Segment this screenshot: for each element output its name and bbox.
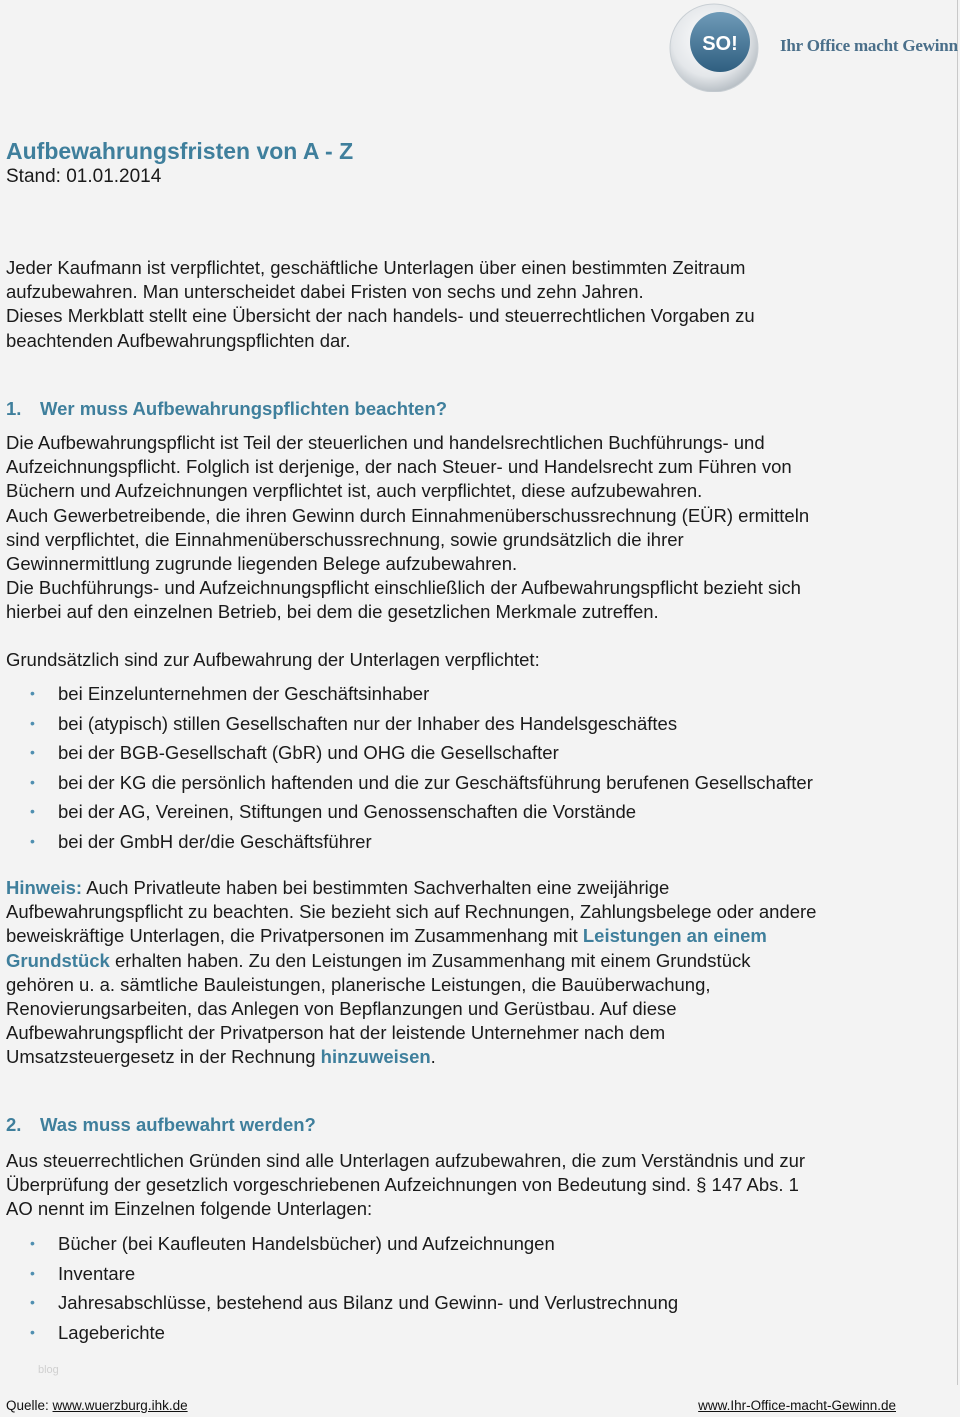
hint-line	[6, 1045, 951, 1069]
footer-site-link[interactable]: www.Ihr-Office-macht-Gewinn.de	[698, 1398, 896, 1413]
bullet-icon: •	[30, 744, 35, 761]
hint-text: Auch Privatleute haben bei bestimmten Sachverhalten eine zweijährige	[82, 877, 670, 898]
section-1-heading	[6, 398, 447, 420]
list-item	[30, 1259, 678, 1289]
hint-line: Aufbewahrungspflicht der Privatperson hat der leistende Unternehmer nach dem	[6, 1022, 666, 1044]
list-item	[30, 1229, 678, 1259]
list-item-text: bei (atypisch) stillen Gesellschaften nur der Inhaber des Handelsgeschäftes	[58, 712, 678, 734]
bullet-icon: •	[30, 1264, 35, 1281]
hint-line	[6, 949, 951, 973]
hint-label: Hinweis:	[6, 877, 83, 898]
section-2-heading	[6, 1114, 316, 1136]
section-1-line: sind verpflichtet, die Einnahmenüberschussrechnung, sowie grundsätzlich die ihrer	[6, 528, 684, 550]
section-2-line: AO nennt im Einzelnen folgende Unterlagen:	[6, 1198, 373, 1220]
list-item	[30, 709, 813, 739]
list-item-text: bei der KG die persönlich haftenden und die zur Geschäftsführung berufenen Gesellschafter	[58, 771, 813, 793]
section-1-number: 1.	[6, 398, 22, 419]
section-1-paragraph	[6, 431, 951, 625]
section-2-line: Überprüfung der gesetzlich vorgeschriebenen Aufzeichnungen von Bedeutung sind. § 147 Abs. 1	[6, 1174, 799, 1196]
document-date: Stand: 01.01.2014	[6, 166, 162, 187]
so-badge-icon	[662, 0, 762, 92]
section-1-line: Aufzeichnungspflicht. Folglich ist derjenige, der nach Steuer- und Handelsrecht zum Führen von	[6, 456, 792, 478]
bullet-icon: •	[30, 832, 35, 849]
link-grundstueck[interactable]: Grundstück	[6, 949, 110, 971]
list-item	[30, 1288, 678, 1318]
bullet-icon: •	[30, 1323, 35, 1340]
section-1-line: hierbei auf den einzelnen Betrieb, bei dem die gesetzlichen Merkmale zutreffen.	[6, 601, 659, 623]
hint-line: Renovierungsarbeiten, das Anlegen von Bepflanzungen und Gerüstbau. Auf diese	[6, 998, 677, 1020]
list-item-text: bei Einzelunternehmen der Geschäftsinhaber	[58, 683, 430, 704]
list-item	[30, 797, 813, 827]
list-item	[30, 738, 813, 768]
list-item	[30, 768, 813, 798]
hint-line: Aufbewahrungspflicht zu beachten. Sie bezieht sich auf Rechnungen, Zahlungsbelege oder andere	[6, 901, 817, 923]
list-item-text: bei der AG, Vereinen, Stiftungen und Genossenschaften die Vorstände	[58, 801, 637, 823]
section-2-number: 2.	[6, 1114, 22, 1135]
bullet-icon: •	[30, 685, 35, 701]
list-item	[30, 1318, 678, 1348]
list-item-text: bei der GmbH der/die Geschäftsführer	[58, 830, 372, 852]
hint-paragraph	[6, 876, 951, 1070]
bullet-icon: •	[30, 714, 35, 731]
footer-site	[698, 1398, 896, 1413]
page-title: Aufbewahrungsfristen von A - Z	[6, 138, 354, 164]
intro-line: Dieses Merkblatt stellt eine Übersicht der nach handels- und steuerrechtlichen Vorgaben zu	[6, 305, 755, 327]
list-item	[30, 679, 813, 709]
hint-text: Umsatzsteuergesetz in der Rechnung	[6, 1046, 321, 1068]
bullet-icon: •	[30, 1235, 35, 1251]
hint-line: gehören u. a. sämtliche Bauleistungen, planerische Leistungen, die Bauüberwachung,	[6, 973, 711, 995]
link-leistungen[interactable]: Leistungen an einem	[582, 925, 767, 947]
section-1-bullet-list	[30, 679, 813, 857]
list-item-text: Jahresabschlüsse, bestehend aus Bilanz und Gewinn- und Verlustrechnung	[58, 1292, 679, 1314]
hint-text: beweiskräftige Unterlagen, die Privatpersonen im Zusammenhang mit	[6, 925, 583, 947]
section-1-line: Auch Gewerbetreibende, die ihren Gewinn durch Einnahmenüberschussrechnung (EÜR) ermitteln	[6, 504, 810, 526]
bullet-icon: •	[30, 803, 35, 820]
section-2-title: Was muss aufbewahrt werden?	[40, 1114, 316, 1135]
logo-badge-text: SO!	[702, 33, 738, 55]
hint-text: erhalten haben. Zu den Leistungen im Zusammenhang mit einem Grundstück	[109, 949, 751, 971]
section-1-list-intro: Grundsätzlich sind zur Aufbewahrung der Unterlagen verpflichtet:	[6, 649, 540, 670]
link-hinzuweisen[interactable]: hinzuweisen	[320, 1046, 431, 1068]
hint-line	[6, 924, 951, 948]
list-item-text: Inventare	[58, 1262, 136, 1284]
hint-line	[6, 876, 951, 900]
list-item-text: Bücher (bei Kaufleuten Handelsbücher) und Aufzeichnungen	[58, 1233, 555, 1254]
section-2-bullet-list	[30, 1229, 678, 1347]
footer-source	[6, 1398, 188, 1413]
section-2-line: Aus steuerrechtlichen Gründen sind alle Unterlagen aufzubewahren, die zum Verständnis und zur	[6, 1150, 806, 1171]
footer-source-link[interactable]: www.wuerzburg.ihk.de	[52, 1398, 188, 1413]
intro-line: Jeder Kaufmann ist verpflichtet, geschäftliche Unterlagen über einen bestimmten Zeitraum	[6, 257, 746, 278]
list-item	[30, 827, 813, 857]
intro-line: beachtenden Aufbewahrungspflichten dar.	[6, 329, 351, 351]
section-1-line: Gewinnermittlung zugrunde liegenden Belege aufzubewahren.	[6, 553, 518, 575]
section-1-line: Büchern und Aufzeichnungen verpflichtet ist, auch verpflichtet, diese aufzubewahren.	[6, 480, 703, 502]
footer-source-label: Quelle:	[6, 1398, 53, 1413]
list-item-text: Lageberichte	[58, 1321, 165, 1343]
intro-line: aufzubewahren. Man unterscheidet dabei Fristen von sechs und zehn Jahren.	[6, 281, 644, 303]
bullet-icon: •	[30, 773, 35, 790]
intro-paragraph	[6, 256, 951, 353]
section-1-line: Die Buchführungs- und Aufzeichnungspflicht einschließlich der Aufbewahrungspflicht bezieht sich	[6, 577, 801, 599]
hint-text: .	[430, 1046, 436, 1068]
brand-logo	[662, 0, 960, 92]
watermark: blog	[38, 1364, 59, 1376]
list-item-text: bei der BGB-Gesellschaft (GbR) und OHG die Gesellschafter	[58, 742, 559, 764]
bullet-icon: •	[30, 1294, 35, 1311]
logo-slogan: Ihr Office macht Gewinn	[780, 36, 958, 55]
page-border	[957, 0, 958, 1385]
section-2-paragraph	[6, 1149, 951, 1222]
section-1-line: Die Aufbewahrungspflicht ist Teil der steuerlichen und handelsrechtlichen Buchführungs- und	[6, 432, 765, 453]
section-1-title: Wer muss Aufbewahrungspflichten beachten?	[40, 398, 448, 419]
